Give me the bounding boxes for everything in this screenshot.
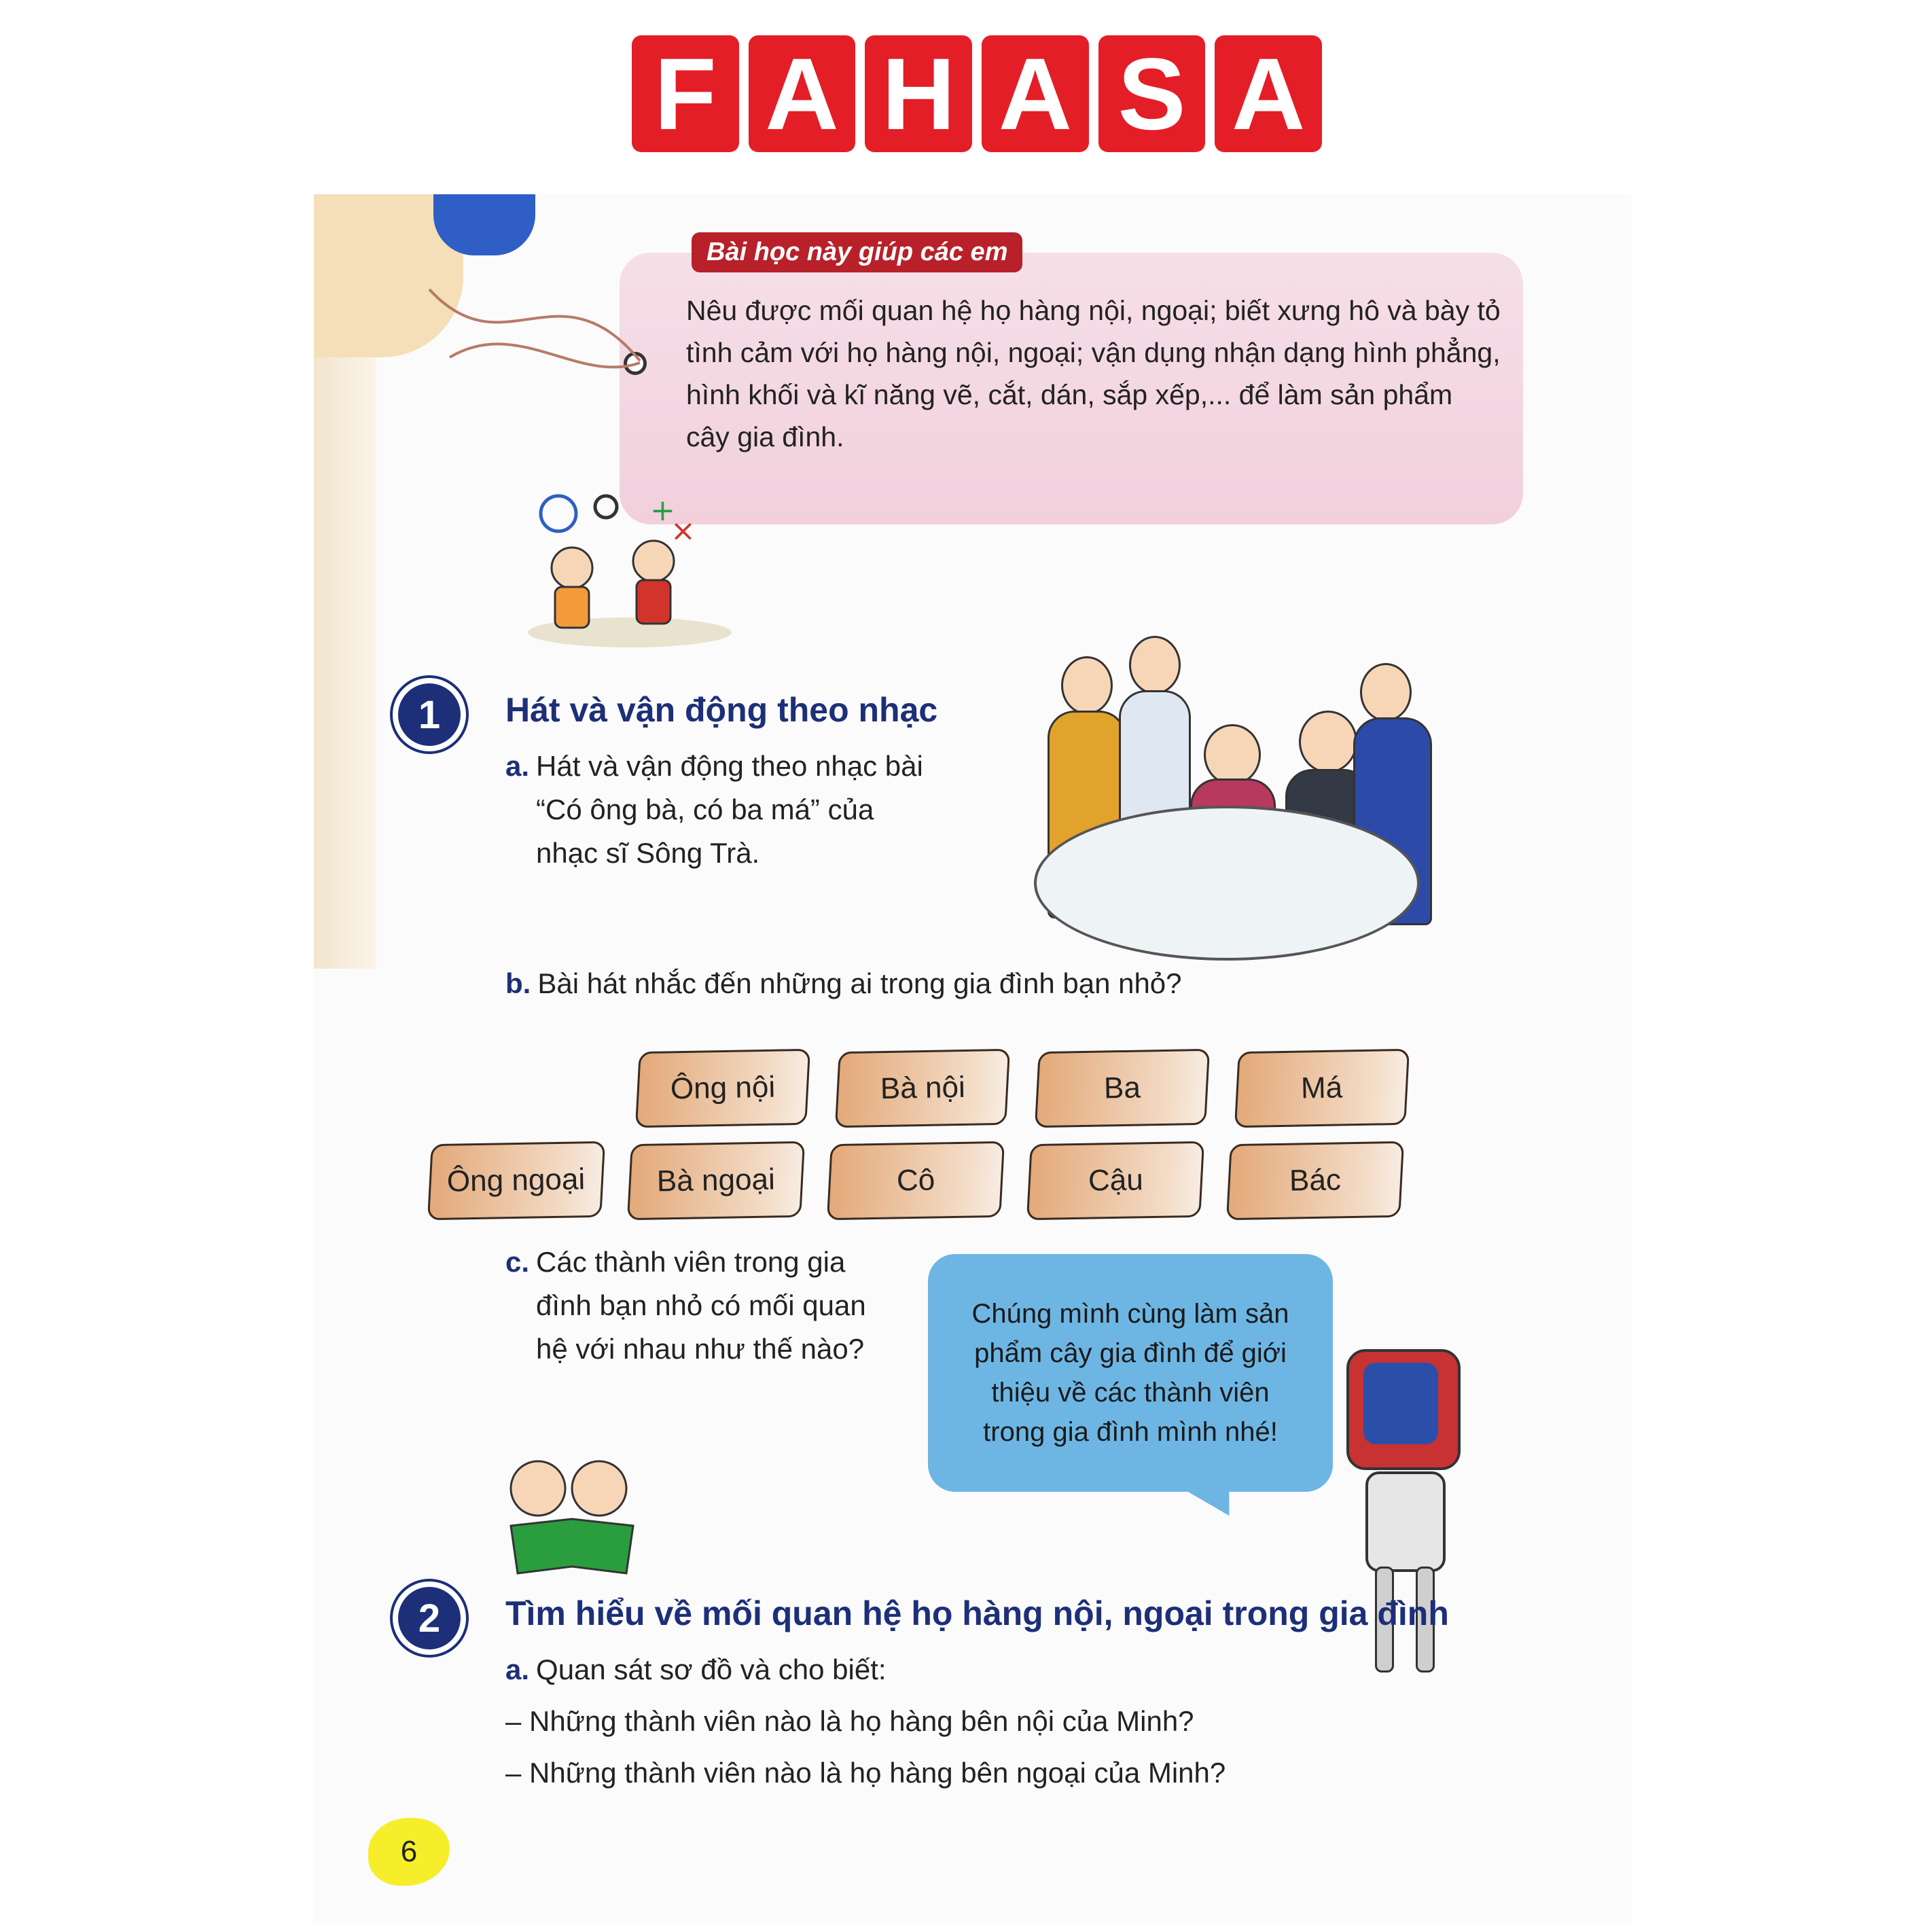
question-1a-label: a. [505, 750, 530, 782]
tile-ong-ngoai [427, 1141, 605, 1220]
tile-ba-noi-label: Bà nội [880, 1070, 965, 1106]
tile-ba-ngoai [627, 1141, 805, 1220]
section-2-number: 2 [398, 1587, 461, 1649]
grandfather-figure [1299, 711, 1357, 773]
objective-text: Nêu được mối quan hệ họ hàng nội, ngoại; biết xưng hô và bày tỏ tình cảm với họ hàng nội, ngoại; vận dụng nhận dạng hình phẳng, hình khối và kĩ năng vẽ, cắt, dán, sắp xếp,... để làm sản phẩm cây gia đình. [686, 295, 1501, 452]
logo-letter-a2: A [982, 35, 1089, 152]
logo-letter-h: H [865, 35, 972, 152]
question-2a [505, 1648, 1524, 1692]
section-1-number: 1 [398, 683, 461, 746]
tile-co [827, 1141, 1005, 1220]
section-1-title: Hát và vận động theo nhạc [505, 691, 938, 729]
question-1b-label: b. [505, 967, 531, 999]
objective-badge: Bài học này giúp các em [692, 232, 1022, 272]
tile-ong-noi [635, 1049, 810, 1128]
tag-string-icon [423, 276, 654, 384]
mother-figure [1061, 656, 1113, 715]
page-number: 6 [368, 1818, 450, 1886]
question-1b [505, 962, 1456, 1005]
fahasa-logo [632, 35, 1322, 152]
kids-science-illustration [518, 486, 742, 649]
question-1c-text: Các thành viên trong gia đình bạn nhỏ có mối quan hệ với nhau như thế nào? [536, 1246, 866, 1365]
question-1c [505, 1240, 886, 1371]
tile-ong-noi-label: Ông nội [670, 1070, 776, 1106]
logo-letter-a3: A [1215, 35, 1322, 152]
question-1c-label: c. [505, 1246, 530, 1278]
tile-cau-label: Cậu [1088, 1163, 1143, 1198]
kids-reading-illustration [497, 1451, 647, 1587]
question-1a [505, 745, 927, 875]
logo-letter-f: F [632, 35, 739, 152]
tile-ma [1234, 1049, 1410, 1128]
svg-text:+: + [650, 493, 675, 528]
book-page [314, 194, 1632, 1924]
question-2a-bullet-2: – Những thành viên nào là họ hàng bên ngoại của Minh? [505, 1757, 1226, 1789]
gear-icon [433, 194, 535, 255]
question-1a-text: Hát và vận động theo nhạc bài “Có ông bà, có ba má” của nhạc sĩ Sông Trà. [536, 750, 923, 869]
question-2a-label: a. [505, 1653, 530, 1685]
robot-body [1365, 1471, 1446, 1572]
tile-ba-ngoai-label: Bà ngoại [656, 1162, 776, 1198]
tile-bac-label: Bác [1289, 1163, 1342, 1198]
tile-ba-label: Ba [1103, 1071, 1141, 1105]
speech-bubble [928, 1254, 1333, 1492]
tile-ba [1035, 1049, 1210, 1128]
svg-text:×: × [670, 514, 696, 548]
question-2a-bullet-1: – Những thành viên nào là họ hàng bên nội của Minh? [505, 1705, 1194, 1737]
father-figure [1129, 636, 1181, 694]
tile-ma-label: Má [1300, 1071, 1344, 1105]
question-2a-text: Quan sát sơ đồ và cho biết: [536, 1653, 887, 1685]
grandmother-figure [1204, 724, 1261, 785]
dining-table [1034, 806, 1420, 961]
tile-co-label: Cô [896, 1163, 935, 1198]
tile-cau [1026, 1141, 1204, 1220]
question-1b-text: Bài hát nhắc đến những ai trong gia đình bạn nhỏ? [537, 967, 1182, 999]
tile-bac [1226, 1141, 1404, 1220]
speech-bubble-text: Chúng mình cùng làm sản phẩm cây gia đình để giới thiệu về các thành viên trong gia đình mình nhé! [971, 1299, 1289, 1447]
robot-face-icon [1363, 1363, 1438, 1444]
section-2-title: Tìm hiểu về mối quan hệ họ hàng nội, ngoại trong gia đình [505, 1594, 1449, 1632]
logo-letter-a: A [749, 35, 856, 152]
logo-letter-s: S [1098, 35, 1206, 152]
tile-ong-ngoai-label: Ông ngoại [446, 1162, 586, 1198]
tile-ba-noi [835, 1049, 1010, 1128]
uncle-figure [1360, 663, 1412, 721]
